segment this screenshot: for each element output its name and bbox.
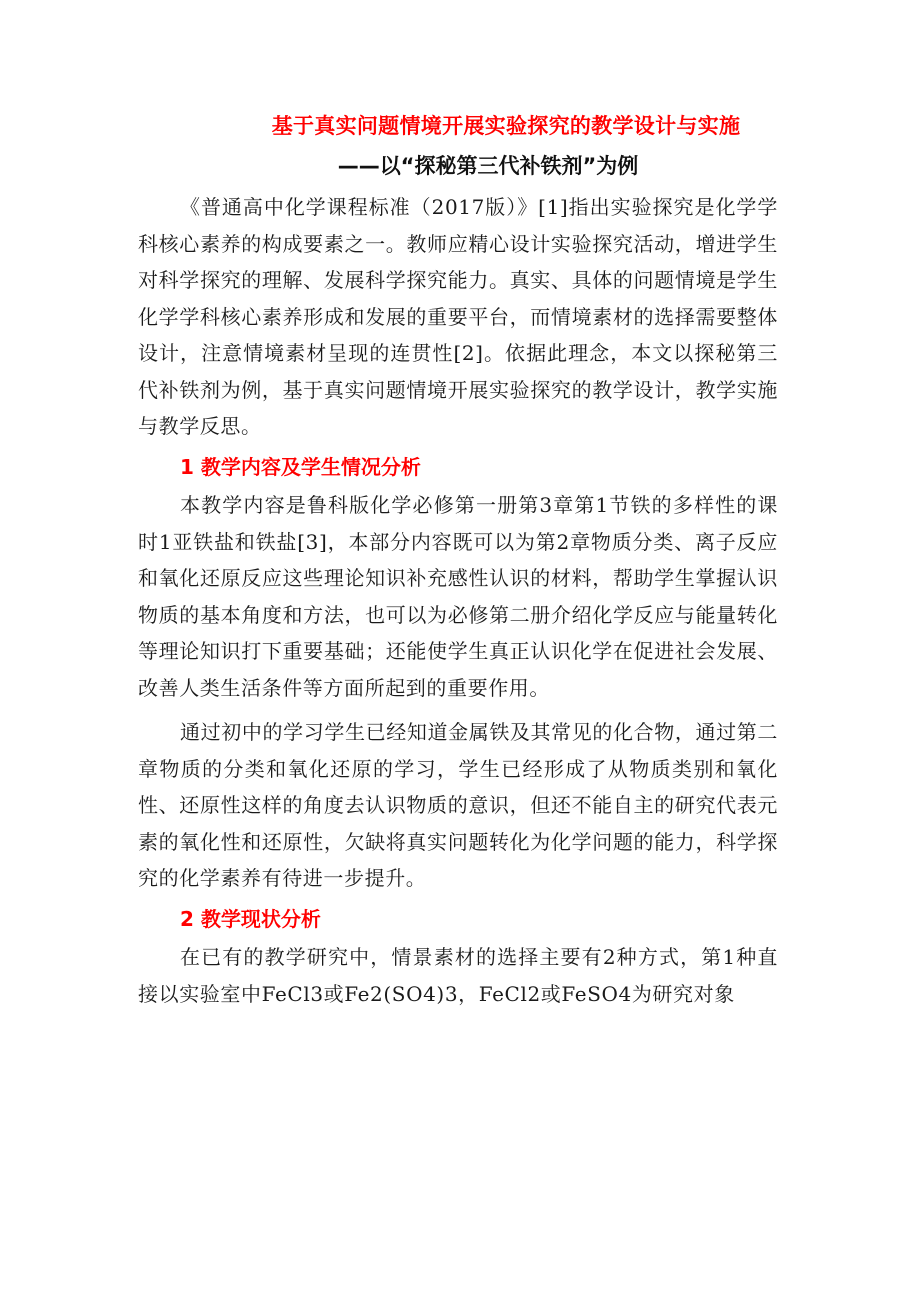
section-heading: 2 教学现状分析 <box>180 906 321 931</box>
document-page <box>138 108 778 1012</box>
document-title: 基于真实问题情境开展实验探究的教学设计与实施 <box>271 114 741 138</box>
body-paragraph: 通过初中的学习学生已经知道金属铁及其常见的化合物，通过第二章物质的分类和氧化还原的学习，学生已经形成了从物质类别和氧化性、还原性这样的角度去认识物质的意识，但还不能自主的研究代表元素的氧化性和还原性，欠缺将真实问题转化为化学问题的能力，科学探究的化学素养有待进一步提升。 <box>138 720 778 890</box>
body-paragraph: 本教学内容是鲁科版化学必修第一册第3章第1节铁的多样性的课时1亚铁盐和铁盐[3]，本部分内容既可以为第2章物质分类、离子反应和氧化还原反应这些理论知识补充感性认识的材料，帮助学生掌握认识物质的基本角度和方法，也可以为必修第二册介绍化学反应与能量转化等理论知识打下重要基础；还能使学生真正认识化学在促进社会发展、改善人类生活条件等方面所起到的重要作用。 <box>138 493 778 700</box>
body-paragraph: 在已有的教学研究中，情景素材的选择主要有2种方式，第1种直接以实验室中FeCl3或Fe2(SO4)3，FeCl2或FeSO4为研究对象 <box>138 945 778 1006</box>
section-2 <box>138 901 778 1013</box>
section-heading: 1 教学内容及学生情况分析 <box>180 454 421 479</box>
intro-paragraph: 《普通高中化学课程标准（2017版）》[1]指出实验探究是化学学科核心素养的构成要素之一。教师应精心设计实验探究活动，增进学生对科学探究的理解、发展科学探究能力。真实、具体的问题情境是学生化学学科核心素养形成和发展的重要平台，而情境素材的选择需要整体设计，注意情境素材呈现的连贯性[2]。依据此理念，本文以探秘第三代补铁剂为例，基于真实问题情境开展实验探究的教学设计，教学实施与教学反思。 <box>138 195 778 438</box>
document-subtitle: ——以“探秘第三代补铁剂”为例 <box>337 154 639 178</box>
section-1 <box>138 449 778 897</box>
